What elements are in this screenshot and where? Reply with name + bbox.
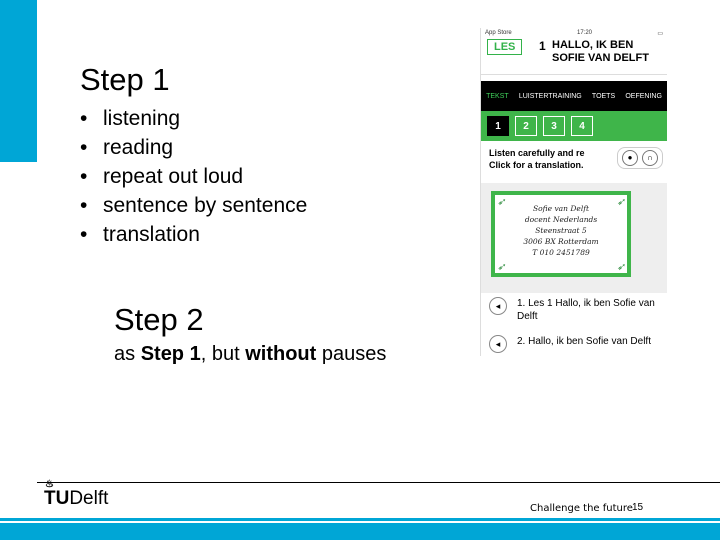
business-card-area — [481, 183, 667, 293]
sentence-row[interactable]: ◂ 1. Les 1 Hallo, ik ben Sofie van Delft — [481, 293, 667, 331]
battery-icon: ▭ — [657, 30, 663, 37]
headphones-icon[interactable]: ∩ — [642, 150, 658, 166]
microphone-icon[interactable]: ● — [622, 150, 638, 166]
step2-title: Step 2 — [114, 302, 204, 337]
sentence-number-bar — [481, 111, 667, 141]
tab-oefening[interactable]: OEFENING — [625, 92, 662, 100]
status-bar — [481, 28, 667, 38]
bird-icon: ➶ — [616, 197, 625, 208]
side-accent-bar — [0, 0, 37, 162]
tab-luistertraining[interactable]: LUISTERTRAINING — [518, 92, 582, 100]
step2-description: as Step 1, but without pauses — [114, 343, 387, 365]
lesson-title: HALLO, IK BEN SOFIE VAN DELFT — [552, 39, 649, 64]
speaker-icon[interactable]: ◂ — [489, 297, 507, 315]
status-left: App Store — [485, 30, 512, 36]
slogan: Challenge the future — [530, 503, 633, 514]
bottom-stripe — [0, 521, 720, 523]
bullet-item: • translation — [80, 220, 307, 249]
number-button-1[interactable]: 1 — [487, 116, 509, 136]
bullet-item: • sentence by sentence — [80, 191, 307, 220]
flame-icon: ♨ — [45, 479, 54, 490]
step1-title: Step 1 — [80, 62, 170, 97]
tab-toets[interactable]: TOETS — [591, 92, 616, 100]
status-time: 17:20 — [577, 30, 593, 36]
tudelft-logo: ♨ TUDelft — [44, 479, 109, 509]
step1-bullet-list — [80, 104, 307, 249]
lesson-number: 1 — [539, 39, 546, 53]
sentence-row[interactable]: ◂ 2. Hallo, ik ben Sofie van Delft — [481, 331, 667, 356]
bullet-item: • reading — [80, 133, 307, 162]
number-button-2[interactable]: 2 — [515, 116, 537, 136]
number-button-3[interactable]: 3 — [543, 116, 565, 136]
bullet-item: • repeat out loud — [80, 162, 307, 191]
page-number: 15 — [632, 502, 644, 513]
footer-divider — [37, 482, 720, 483]
tab-bar — [481, 81, 667, 111]
tab-tekst[interactable]: TEKST — [486, 92, 509, 100]
app-screenshot — [480, 28, 667, 356]
audio-controls — [617, 147, 663, 169]
back-button[interactable]: LES — [487, 39, 522, 55]
business-card: Sofie van Delft docent Nederlands Steenstraat 5 3006 BX Rotterdam T 010 2451789 ➶ ➶ ➶ ➶ — [491, 191, 631, 277]
bird-icon: ➶ — [497, 197, 506, 208]
instruction-text: Listen carefully and re Click for a translation. ● ∩ — [481, 141, 667, 183]
bullet-item: • listening — [80, 104, 307, 133]
bird-icon: ➶ — [616, 262, 625, 273]
app-header — [481, 38, 667, 75]
speaker-icon[interactable]: ◂ — [489, 335, 507, 353]
bird-icon: ➶ — [497, 262, 506, 273]
number-button-4[interactable]: 4 — [571, 116, 593, 136]
